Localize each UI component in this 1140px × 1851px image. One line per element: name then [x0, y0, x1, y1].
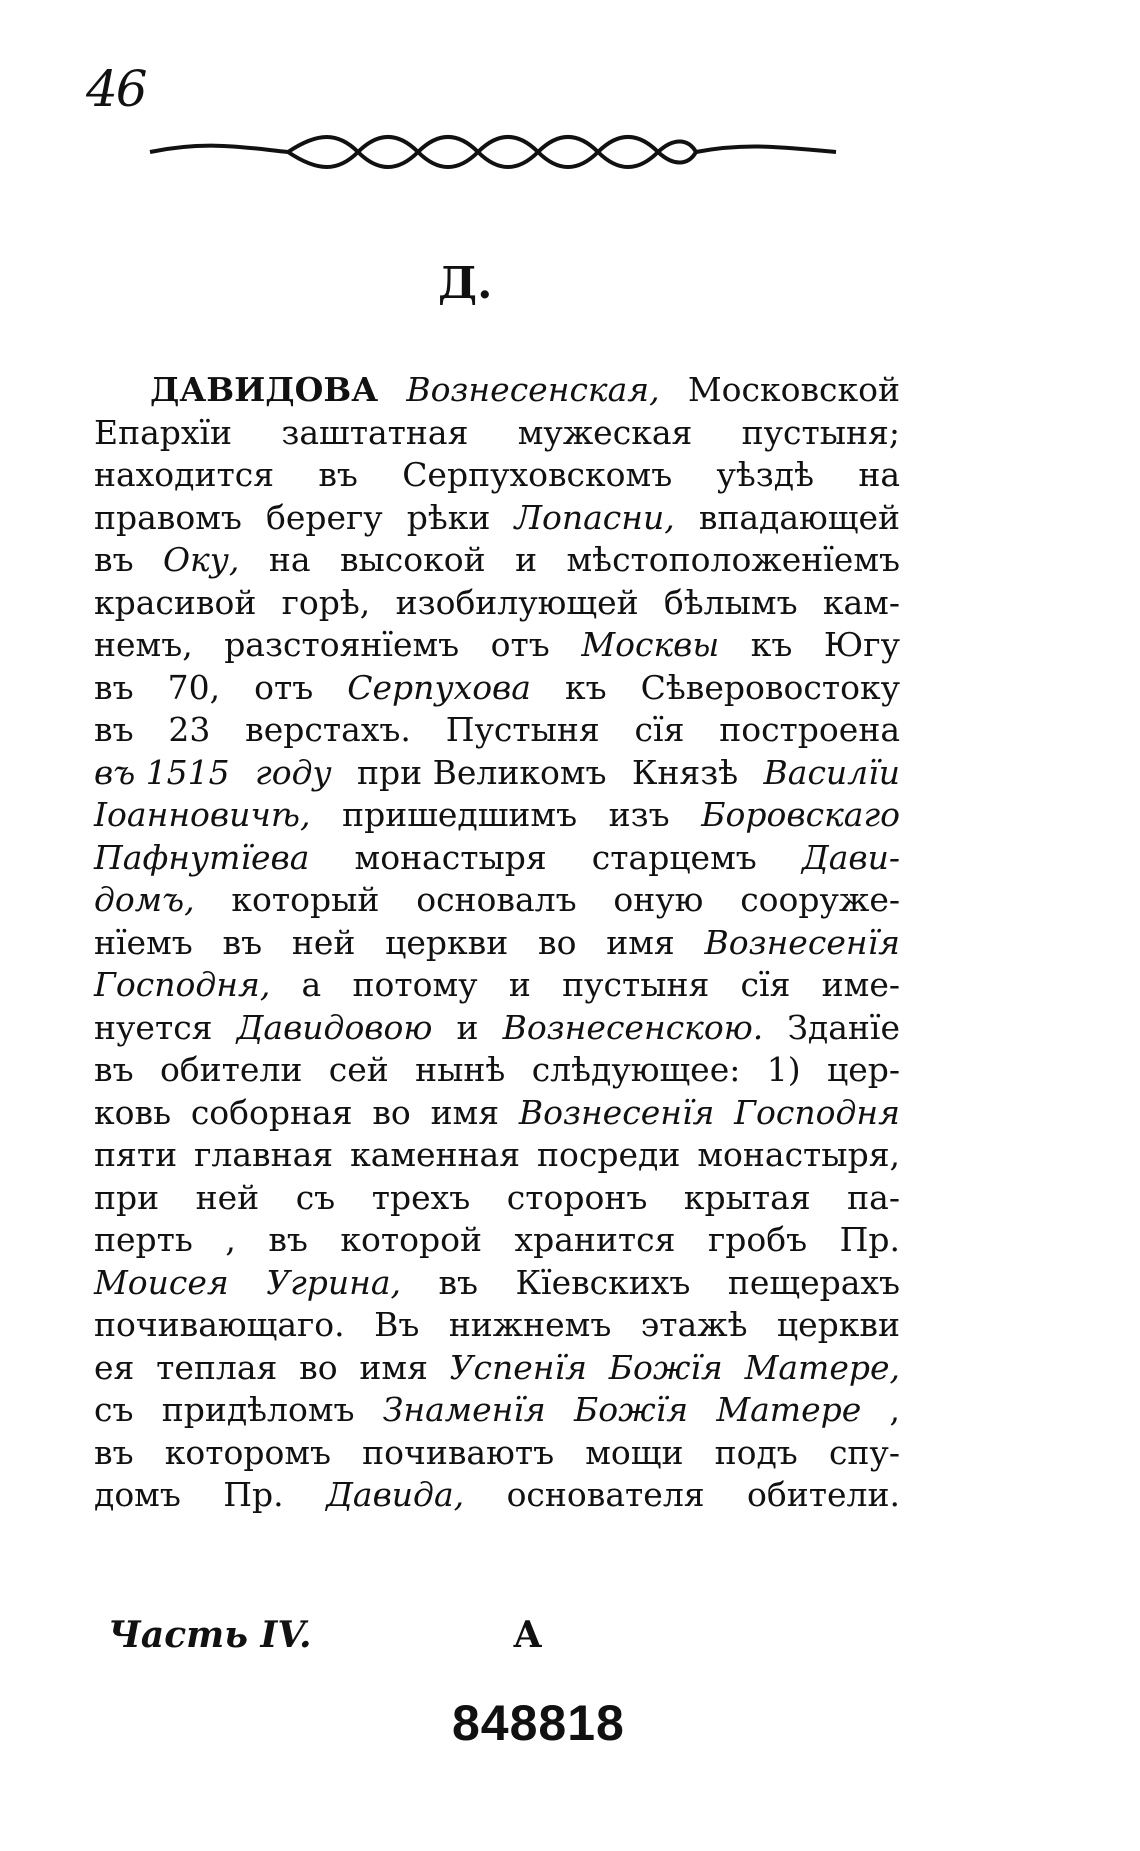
text-line [94, 923, 900, 963]
word: Василїи [763, 752, 900, 792]
word: Сѣверовостоку [640, 667, 900, 707]
word: перть [94, 1220, 193, 1259]
word: спу- [828, 1432, 900, 1472]
word: основателя [506, 1475, 705, 1514]
word: Вознесенїя [704, 922, 900, 962]
word: Угрина, [266, 1262, 402, 1302]
word: Моисея [94, 1262, 229, 1302]
word: Іоанновичѣ, [94, 795, 311, 834]
text-line [94, 1433, 900, 1473]
text-line [94, 1220, 900, 1260]
text-line [94, 795, 900, 835]
word: Оку, [163, 540, 240, 579]
word: съ [94, 1390, 134, 1429]
text-line [94, 880, 900, 920]
word: къ [750, 625, 793, 664]
word: Кїевскихъ [515, 1262, 691, 1302]
word: Вознесенїя [518, 1092, 715, 1132]
word: въ [94, 1050, 134, 1089]
text-line [94, 1390, 900, 1430]
word: бѣлымъ [663, 582, 798, 622]
word: монастыря, [697, 1135, 900, 1174]
word: красивой [94, 582, 257, 622]
word: па- [847, 1177, 900, 1217]
text-line [94, 1050, 900, 1090]
text-line [94, 1305, 900, 1345]
word: подъ [714, 1432, 798, 1472]
word: Пр. [839, 1220, 900, 1259]
text-line [94, 1008, 900, 1048]
word: и [456, 1007, 479, 1047]
word: съ [295, 1177, 336, 1217]
word: изъ [608, 795, 670, 834]
word: во [537, 922, 577, 962]
word: Московской [687, 370, 900, 409]
word: кам- [822, 582, 900, 622]
word: въ 1515 [94, 752, 230, 792]
word: правомъ [94, 497, 242, 537]
word: Югу [823, 625, 900, 664]
word: Господня [734, 1092, 900, 1132]
text-line [94, 1178, 900, 1218]
word: мощи [585, 1432, 684, 1472]
word: имя [606, 922, 675, 962]
word: Серпуховскомъ [402, 455, 673, 494]
word: Матере [716, 1390, 862, 1429]
word: изобилующей [395, 582, 639, 622]
word: и [508, 965, 531, 1004]
text-line [94, 1348, 900, 1388]
word: Пафнутїева [94, 837, 310, 877]
word: который [231, 880, 380, 919]
word: въ [438, 1262, 479, 1302]
word: и [515, 540, 538, 579]
word: верстахъ. [245, 710, 411, 749]
text-line [94, 625, 900, 665]
word: име- [821, 965, 900, 1004]
word: Матере, [744, 1347, 900, 1387]
word: а [301, 965, 322, 1004]
word: мѣстоположенїемъ [566, 540, 900, 579]
text-line [94, 1135, 900, 1175]
word: впадающей [698, 497, 900, 537]
word: сїя [634, 710, 685, 749]
word: посреди [537, 1135, 681, 1174]
word: находится [94, 455, 275, 494]
part-label: Часть IV. [108, 1614, 312, 1656]
decorative-rope-ornament [148, 130, 838, 174]
word: нижнемъ [448, 1305, 612, 1344]
word: почиваютъ [362, 1432, 555, 1472]
word: сторонъ [506, 1177, 648, 1217]
word: въ [94, 710, 134, 749]
word: во [299, 1347, 338, 1387]
word: оную [613, 880, 704, 919]
word: гробъ [707, 1220, 808, 1259]
word: церкви [385, 922, 509, 962]
text-line [94, 413, 900, 453]
word: пришедшимъ [342, 795, 578, 834]
word: Знаменїя [382, 1390, 546, 1429]
word: на [858, 455, 900, 494]
word: каменная [350, 1135, 521, 1174]
word: въ [318, 455, 358, 494]
word: заштатная [281, 412, 469, 452]
word: слѣдующее: [531, 1050, 741, 1089]
word: Зданїе [787, 1007, 900, 1047]
word: 1) [766, 1050, 801, 1089]
word: крытая [683, 1177, 811, 1217]
word: почивающаго. [94, 1305, 345, 1344]
word: немъ, [94, 625, 193, 664]
word: Успенїя [449, 1347, 587, 1387]
word: трехъ [371, 1177, 471, 1217]
word: , [225, 1220, 236, 1259]
word: Въ [374, 1305, 420, 1344]
word: пустыня [562, 965, 710, 1004]
word: къ [564, 667, 607, 707]
word: соборная [190, 1092, 353, 1132]
word: ея [94, 1347, 135, 1387]
word: домъ, [94, 880, 195, 919]
text-line [94, 668, 900, 708]
word: имя [359, 1347, 428, 1387]
word: въ [94, 540, 134, 579]
text-line [94, 710, 900, 750]
printer-signature: А [513, 1614, 543, 1656]
library-stamp-number: 848818 [452, 1695, 625, 1751]
word: цер- [826, 1050, 900, 1089]
handwritten-page-mark: 46 [86, 60, 146, 118]
word: Давида, [326, 1475, 465, 1514]
word: , [889, 1390, 900, 1429]
word: которомъ [164, 1432, 331, 1472]
word: году [255, 752, 332, 792]
word: отъ [490, 625, 550, 664]
word: ковь [94, 1092, 172, 1132]
text-line [94, 753, 900, 793]
word: Князѣ [631, 752, 739, 792]
text-line [94, 498, 900, 538]
word: 70, [167, 667, 221, 707]
word: нуется [94, 1007, 213, 1047]
text-line [94, 455, 900, 495]
word: во [372, 1092, 411, 1132]
word: построена [719, 710, 900, 749]
word: придѣломъ [161, 1390, 355, 1429]
word: пещерахъ [727, 1262, 900, 1302]
word: берегу [265, 497, 383, 537]
word: домъ [94, 1475, 181, 1514]
word: пустыня; [741, 412, 900, 452]
word: Боровскаго [701, 795, 900, 834]
word: уѣздѣ [716, 455, 815, 494]
word: разстоянїемъ [224, 625, 460, 664]
word: Вознесенская, [406, 370, 660, 409]
word: которой [340, 1220, 483, 1259]
text-line [94, 583, 900, 623]
word: Лопасни, [514, 497, 675, 537]
word: при Великомъ [357, 752, 607, 792]
word: 23 [168, 710, 211, 749]
word: этажѣ [640, 1305, 748, 1344]
word: Пустыня [445, 710, 600, 749]
word: ДАВИДОВА [150, 370, 379, 409]
word: нїемъ [94, 922, 193, 962]
word: имя [430, 1092, 500, 1132]
word: мужеская [517, 412, 693, 452]
word: Пр. [223, 1475, 284, 1514]
text-line [150, 370, 900, 410]
word: обители [159, 1050, 303, 1089]
word: Божїя [574, 1390, 689, 1429]
word: Господня, [94, 965, 271, 1004]
word: при [94, 1177, 160, 1217]
word: Москвы [581, 625, 720, 664]
word: Вознесенскою. [502, 1007, 764, 1047]
word: Божїя [608, 1347, 723, 1387]
word: главная [194, 1135, 334, 1174]
text-line [94, 1263, 900, 1303]
word: основалъ [416, 880, 577, 919]
text-line [94, 965, 900, 1005]
word: церкви [776, 1305, 900, 1344]
word: старцемъ [591, 837, 757, 877]
word: монастыря [354, 837, 547, 877]
word: ней [291, 922, 356, 962]
word: пяти [94, 1135, 178, 1174]
text-line [94, 1475, 900, 1515]
word: горѣ, [281, 582, 371, 622]
text-line [94, 540, 900, 580]
word: сооруже- [740, 880, 900, 919]
word: въ [94, 1432, 134, 1472]
word: Епархїи [94, 412, 233, 452]
text-line [94, 1093, 900, 1133]
word: на [268, 540, 311, 579]
word: потому [352, 965, 478, 1004]
word: рѣки [406, 497, 491, 537]
section-letter: Д. [438, 258, 493, 309]
word: отъ [254, 667, 314, 707]
word: сей [328, 1050, 389, 1089]
word: въ [94, 667, 134, 707]
word: ней [195, 1177, 260, 1217]
word: высокой [339, 540, 486, 579]
word: хранится [514, 1220, 676, 1259]
word: сїя [740, 965, 791, 1004]
word: Давидовою [236, 1007, 433, 1047]
word: нынѣ [415, 1050, 506, 1089]
text-line [94, 838, 900, 878]
word: въ [268, 1220, 308, 1259]
word: въ [222, 922, 263, 962]
word: теплая [156, 1347, 278, 1387]
word: обители. [747, 1475, 900, 1514]
word: Серпухова [347, 667, 531, 707]
word: Дави- [801, 837, 900, 877]
